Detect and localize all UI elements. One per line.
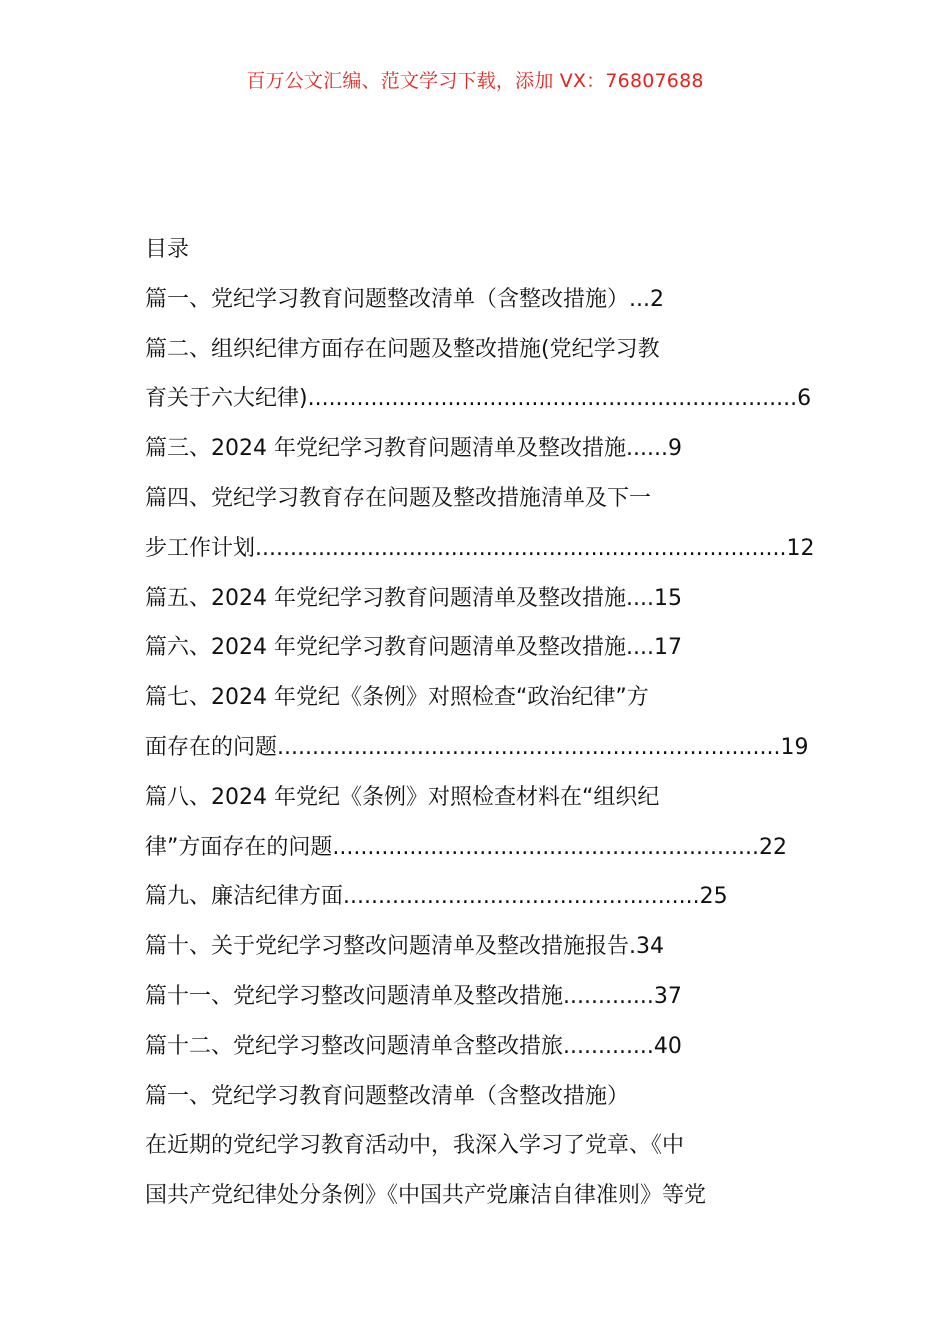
paragraph-line: 国共产党纪律处分条例》《中国共产党廉洁自律准则》等党: [145, 1183, 707, 1209]
section-heading: 篇一、党纪学习教育问题整改清单（含整改措施）: [145, 1083, 630, 1109]
toc-entry[interactable]: 篇一、党纪学习教育问题整改清单（含整改措施）...2: [145, 286, 664, 312]
toc-entry[interactable]: 育关于六大纪律)......................................................................6: [145, 386, 812, 412]
toc-entry[interactable]: 篇四、党纪学习教育存在问题及整改措施清单及下一: [145, 485, 652, 511]
toc-entry[interactable]: 篇二、组织纪律方面存在问题及整改措施(党纪学习教: [145, 336, 660, 362]
toc-entry[interactable]: 律”方面存在的问题.............................................................22: [145, 834, 787, 860]
toc-entry[interactable]: 篇八、2024 年党纪《条例》对照检查材料在“组织纪: [145, 784, 660, 810]
toc-entry[interactable]: 篇三、2024 年党纪学习教育问题清单及整改措施......9: [145, 436, 682, 462]
toc-entry[interactable]: 篇七、2024 年党纪《条例》对照检查“政治纪律”方: [145, 685, 649, 711]
paragraph-line: 在近期的党纪学习教育活动中，我深入学习了党章、《中: [145, 1133, 685, 1159]
toc-entry[interactable]: 篇十一、党纪学习整改问题清单及整改措施.............37: [145, 983, 682, 1009]
toc-entry[interactable]: 面存在的问题........................................................................19: [145, 734, 809, 760]
toc-content: [145, 230, 815, 1226]
toc-entry[interactable]: 步工作计划............................................................................12: [145, 535, 815, 561]
toc-entry[interactable]: 篇五、2024 年党纪学习教育问题清单及整改措施....15: [145, 585, 682, 611]
toc-title: 目录: [145, 237, 190, 262]
toc-entry[interactable]: 篇十二、党纪学习整改问题清单含整改措旅.............40: [145, 1033, 682, 1059]
toc-entry[interactable]: 篇六、2024 年党纪学习教育问题清单及整改措施....17: [145, 635, 682, 661]
toc-entry[interactable]: 篇十、关于党纪学习整改问题清单及整改措施报告.34: [145, 934, 664, 960]
toc-entry[interactable]: 篇九、廉洁纪律方面...................................................25: [145, 884, 728, 910]
header-watermark: 百万公文汇编、范文学习下载，添加 VX：76807688: [246, 70, 704, 92]
